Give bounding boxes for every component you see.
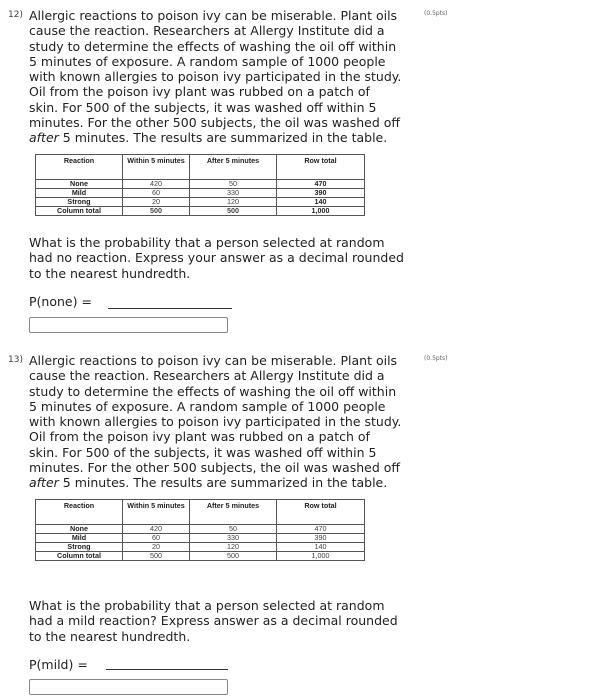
row-label: None — [36, 525, 123, 534]
text-line: with known allergies to poison ivy participated in the study. — [29, 69, 402, 85]
text-line: Oil from the poison ivy plant was rubbed on a patch of — [29, 84, 370, 100]
question-number: 13) — [8, 355, 23, 365]
text-line: 5 minutes of exposure. A random sample of 1000 people — [29, 398, 386, 414]
text-line-last — [29, 475, 429, 490]
header-reaction: Reaction — [36, 155, 123, 180]
prompt-line: had a mild reaction? Express answer as a decimal rounded — [29, 613, 398, 629]
cell: 500 — [123, 552, 190, 561]
row-label: Strong — [36, 543, 123, 552]
cell: 1,000 — [277, 552, 365, 561]
cell: 390 — [277, 189, 365, 198]
header-within: Within 5 minutes — [123, 155, 190, 180]
text-line: cause the reaction. Researchers at Allergy Institute did a — [29, 368, 385, 384]
cell: 50 — [190, 525, 277, 534]
prompt-line: had no reaction. Express your answer as a decimal rounded — [29, 250, 404, 266]
text-line: minutes. For the other 500 subjects, the oil was washed off — [29, 460, 401, 476]
question-text — [29, 8, 429, 146]
prompt-line: What is the probability that a person selected at random — [29, 235, 385, 250]
prompt-line: What is the probability that a person selected at random — [29, 598, 385, 613]
header-after: After 5 minutes — [190, 500, 277, 525]
cell: 500 — [190, 552, 277, 561]
question-text — [29, 353, 429, 491]
table-header-row — [36, 500, 365, 525]
text-line: Allergic reactions to poison ivy can be miserable. Plant oils — [29, 8, 398, 23]
text-line: study to determine the effects of washing the oil off within — [29, 383, 397, 399]
text-line: skin. For 500 of the subjects, it was washed off within 5 — [29, 99, 377, 115]
prompt-line: to the nearest hundredth. — [29, 628, 191, 644]
cell: 390 — [277, 534, 365, 543]
answer-blank-line — [106, 669, 228, 670]
cell: 20 — [123, 543, 190, 552]
text-line: minutes. For the other 500 subjects, the oil was washed off — [29, 115, 401, 131]
cell: 120 — [190, 543, 277, 552]
row-label: Strong — [36, 198, 123, 207]
cell: 20 — [123, 198, 190, 207]
cell: 470 — [277, 525, 365, 534]
text-line: cause the reaction. Researchers at Allergy Institute did a — [29, 23, 385, 39]
cell: 330 — [190, 189, 277, 198]
header-reaction: Reaction — [36, 500, 123, 525]
table-row — [36, 552, 365, 561]
results-table — [35, 154, 365, 216]
cell: 140 — [277, 198, 365, 207]
cell: 470 — [277, 180, 365, 189]
cell: 120 — [190, 198, 277, 207]
row-label: Mild — [36, 189, 123, 198]
answer-input[interactable] — [29, 679, 228, 695]
points-label: (0.5pts) — [424, 10, 448, 17]
cell: 1,000 — [277, 207, 365, 216]
row-label: None — [36, 180, 123, 189]
row-label: Mild — [36, 534, 123, 543]
cell: 420 — [123, 525, 190, 534]
row-label: Column total — [36, 552, 123, 561]
table-header-row — [36, 155, 365, 180]
answer-label: P(none) = — [29, 294, 92, 309]
text-line: Allergic reactions to poison ivy can be miserable. Plant oils — [29, 353, 398, 368]
cell: 330 — [190, 534, 277, 543]
emphasis: after — [29, 130, 59, 146]
cell: 60 — [123, 189, 190, 198]
question-prompt — [29, 235, 449, 281]
cell: 420 — [123, 180, 190, 189]
prompt-line: to the nearest hundredth. — [29, 265, 191, 281]
question-13 — [0, 345, 601, 700]
text-rest: 5 minutes. The results are summarized in the table. — [58, 475, 388, 491]
text-line: with known allergies to poison ivy participated in the study. — [29, 414, 402, 430]
header-row-total: Row total — [277, 500, 365, 525]
question-prompt — [29, 598, 449, 644]
points-label: (0.5pts) — [424, 355, 448, 362]
question-number: 12) — [8, 10, 23, 20]
text-line: skin. For 500 of the subjects, it was washed off within 5 — [29, 444, 377, 460]
answer-label: P(mild) = — [29, 657, 88, 672]
cell: 500 — [190, 207, 277, 216]
text-line: study to determine the effects of washing the oil off within — [29, 38, 397, 54]
question-12 — [0, 0, 601, 340]
text-line-last — [29, 130, 429, 145]
header-after: After 5 minutes — [190, 155, 277, 180]
answer-blank-line — [108, 308, 232, 309]
emphasis: after — [29, 475, 59, 491]
header-within: Within 5 minutes — [123, 500, 190, 525]
row-label: Column total — [36, 207, 123, 216]
text-line: Oil from the poison ivy plant was rubbed on a patch of — [29, 429, 370, 445]
cell: 500 — [123, 207, 190, 216]
cell: 60 — [123, 534, 190, 543]
text-rest: 5 minutes. The results are summarized in the table. — [58, 130, 388, 146]
results-table — [35, 499, 365, 561]
cell: 140 — [277, 543, 365, 552]
text-line: 5 minutes of exposure. A random sample of 1000 people — [29, 53, 386, 69]
answer-input[interactable] — [29, 317, 228, 333]
header-row-total: Row total — [277, 155, 365, 180]
table-row — [36, 207, 365, 216]
cell: 50 — [190, 180, 277, 189]
